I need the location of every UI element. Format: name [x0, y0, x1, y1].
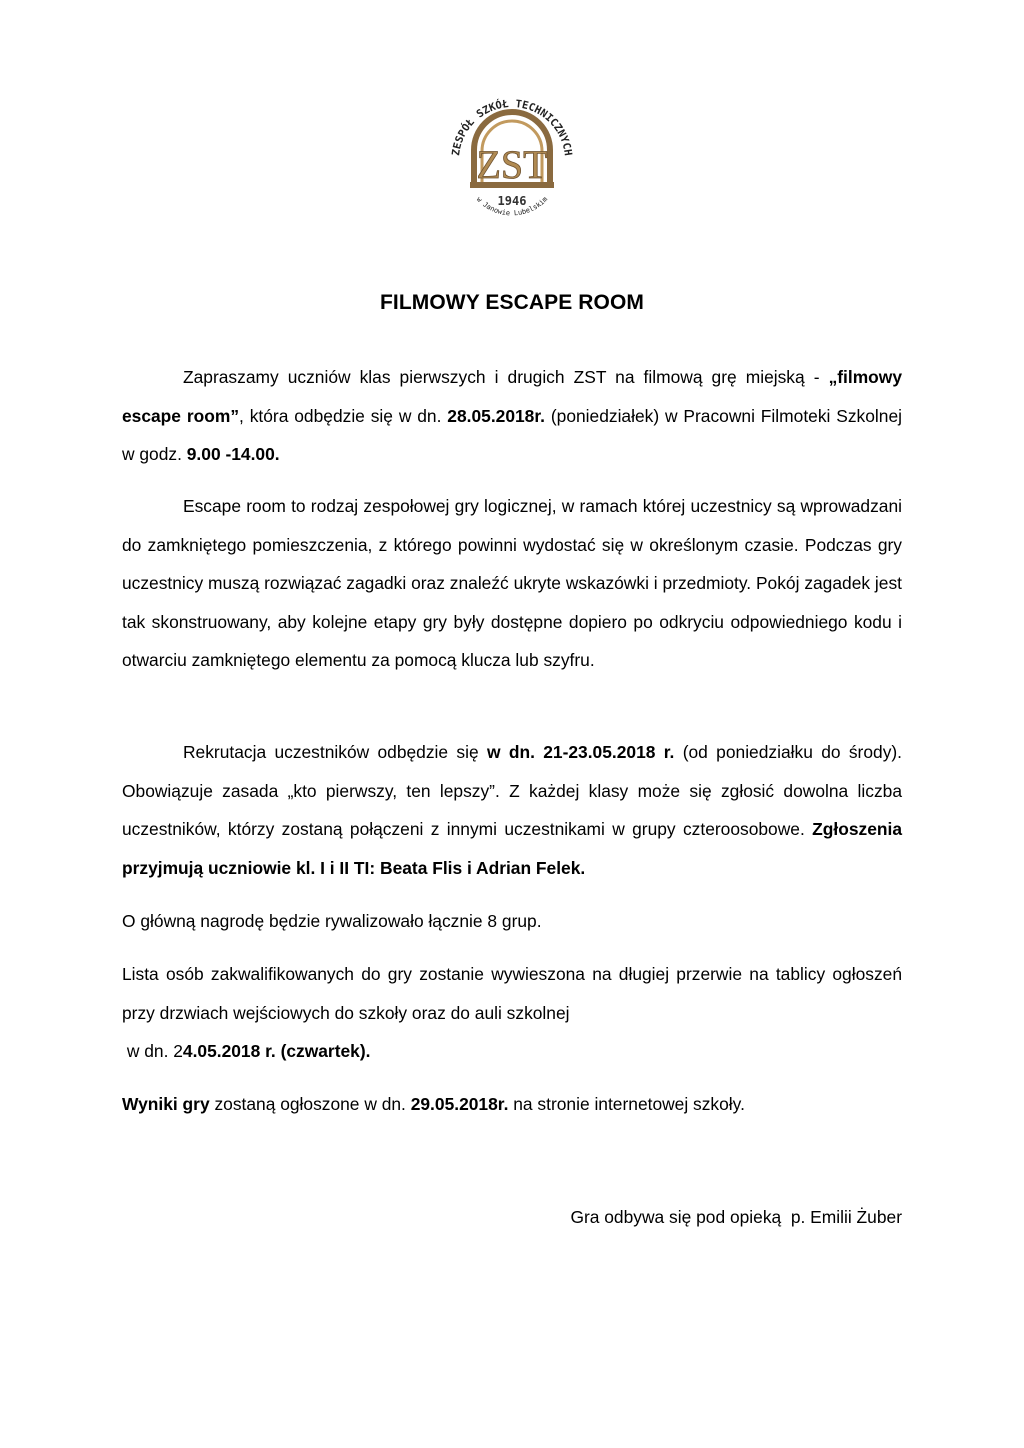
p3-text-1: Rekrutacja uczestników odbędzie się: [183, 742, 487, 762]
p5-date: 4.05.2018 r. (czwartek).: [182, 1041, 371, 1061]
p1-text-3: (poniedziałek) w Pracowni Filmoteki Szkolnej w godz.: [122, 405, 902, 464]
p1-text-2: , która odbędzie się w dn.: [239, 405, 448, 426]
p1-hours: 9.00 -14.00.: [186, 444, 280, 464]
logo-monogram: ZST: [476, 142, 548, 187]
p5-text-1: Lista osób zakwalifikowanych do gry zostanie wywieszona na długiej przerwie na tablicy ogłoszeń przy drzwiach wejściowych do szkoły oraz do auli szkolnej: [122, 964, 902, 1023]
zst-emblem: [437, 80, 587, 230]
paragraph-prize: O główną nagrodę będzie rywalizowało łącznie 8 grup.: [122, 911, 542, 931]
p6-text-2: na stronie internetowej szkoły.: [508, 1094, 745, 1114]
logo-year: 1946: [497, 194, 527, 208]
p6-date: 29.05.2018r.: [410, 1094, 509, 1114]
logo-arc-top: ZESPÓŁ SZKÓŁ TECHNICZNYCH: [450, 98, 574, 157]
p1-event-name: „filmowy escape room”: [122, 367, 902, 426]
logo-arc-bottom: w Janowie Lubelskim: [474, 195, 550, 218]
p3-text-2: (od poniedziałku do środy). Obowiązuje zasada „kto pierwszy, ten lepszy”. Z każdej klasy może się zgłosić dowolna liczba uczestników, którzy zostaną połączeni z innymi uczestnikami w grupy czteroosobowe.: [122, 742, 903, 839]
paragraph-list: [122, 955, 902, 1071]
document-title: FILMOWY ESCAPE ROOM: [379, 291, 645, 314]
supervisor-note: Gra odbywa się pod opieką p. Emilii Żuber: [570, 1207, 902, 1227]
p5-text-2: w dn. 2: [122, 1041, 183, 1061]
paragraph-description: Escape room to rodzaj zespołowej gry logicznej, w ramach której uczestnicy są wprowadzani do zamkniętego pomieszczenia, z którego powinni wydostać się w określonym czasie. Podczas gry uczestnicy muszą rozwiązać zagadki oraz znaleźć ukryte wskazówki i przedmioty. Pokój zagadek jest tak skonstruowany, aby kolejne etapy gry były dostępne dopiero po odkryciu odpowiedniego kodu i otwarciu zamkniętego elementu za pomocą klucza lub szyfru.: [122, 496, 902, 670]
p1-date: 28.05.2018r.: [447, 405, 545, 426]
p6-results-label: Wyniki gry: [122, 1094, 210, 1114]
p6-text-1: zostaną ogłoszone w dn.: [209, 1094, 411, 1114]
paragraph-results: [122, 1085, 902, 1124]
p3-contacts: Zgłoszenia przyjmują uczniowie kl. I i II TI: Beata Flis i Adrian Felek.: [122, 819, 902, 878]
paragraph-recruitment: [122, 733, 902, 887]
paragraph-invitation: [122, 358, 902, 474]
p3-dates: w dn. 21-23.05.2018 r.: [486, 742, 675, 762]
school-logo: [437, 80, 587, 230]
p1-text-1: Zapraszamy uczniów klas pierwszych i drugich ZST na filmową grę miejską -: [183, 367, 829, 387]
